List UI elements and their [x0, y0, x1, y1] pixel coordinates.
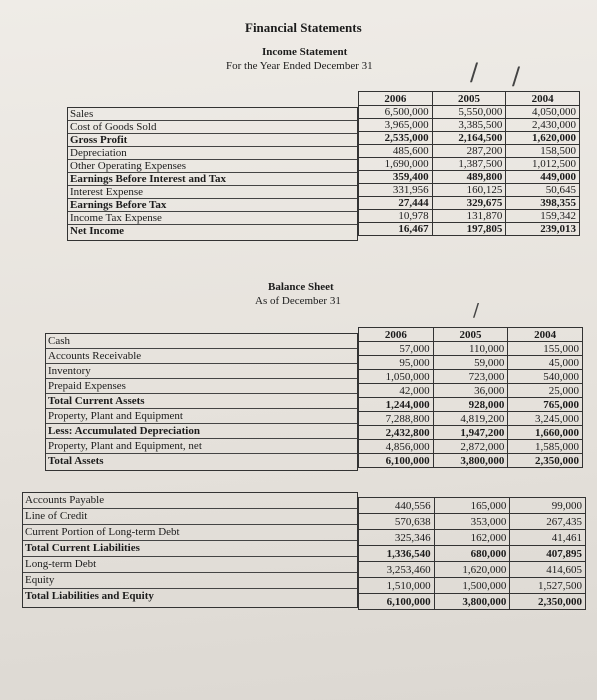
value-cell: 407,895 — [510, 546, 586, 562]
row-label: Earnings Before Tax — [68, 199, 357, 212]
value-cell: 331,956 — [359, 184, 433, 197]
year-header-row — [359, 328, 583, 342]
check-mark-icon: / — [473, 300, 480, 321]
liabilities-labels — [22, 492, 358, 608]
row-label: Inventory — [46, 364, 357, 379]
value-cell: 131,870 — [432, 210, 506, 223]
year-header: 2006 — [359, 328, 434, 342]
value-cell: 3,253,460 — [359, 562, 435, 578]
row-label: Depreciation — [68, 147, 357, 160]
value-cell: 158,500 — [506, 145, 580, 158]
value-cell: 1,050,000 — [359, 370, 434, 384]
value-cell: 159,342 — [506, 210, 580, 223]
table-row — [359, 132, 580, 145]
value-cell: 398,355 — [506, 197, 580, 210]
value-cell: 3,245,000 — [508, 412, 583, 426]
value-cell: 440,556 — [359, 498, 435, 514]
value-cell: 414,605 — [510, 562, 586, 578]
row-label: Income Tax Expense — [68, 212, 357, 225]
row-label: Equity — [23, 573, 357, 589]
table-row — [359, 454, 583, 468]
row-label: Total Liabilities and Equity — [25, 590, 154, 602]
value-cell: 6,100,000 — [359, 594, 435, 610]
row-label: Property, Plant and Equipment, net — [46, 439, 357, 454]
liabilities-values — [358, 497, 586, 610]
check-mark-icon: / — [470, 58, 479, 86]
value-cell: 570,638 — [359, 514, 435, 530]
year-header: 2004 — [506, 92, 580, 106]
check-mark-icon: / — [512, 62, 521, 90]
income-statement-period: For the Year Ended December 31 — [226, 60, 373, 72]
row-label: Current Portion of Long-term Debt — [23, 525, 357, 541]
year-header: 2005 — [432, 92, 506, 106]
value-cell: 3,385,500 — [432, 119, 506, 132]
row-label: Net Income — [70, 225, 125, 237]
value-cell: 6,500,000 — [359, 106, 433, 119]
value-cell: 1,527,500 — [510, 578, 586, 594]
value-cell: 110,000 — [433, 342, 508, 356]
value-cell: 239,013 — [506, 223, 580, 236]
value-cell: 449,000 — [506, 171, 580, 184]
table-row — [359, 119, 580, 132]
value-cell: 99,000 — [510, 498, 586, 514]
value-cell: 50,645 — [506, 184, 580, 197]
value-cell: 1,244,000 — [359, 398, 434, 412]
value-cell: 57,000 — [359, 342, 434, 356]
value-cell: 27,444 — [359, 197, 433, 210]
value-cell: 5,550,000 — [432, 106, 506, 119]
value-cell: 1,620,000 — [434, 562, 510, 578]
value-cell: 3,965,000 — [359, 119, 433, 132]
balance-sheet-period: As of December 31 — [255, 295, 341, 307]
table-row — [359, 223, 580, 236]
value-cell: 25,000 — [508, 384, 583, 398]
table-row — [359, 356, 583, 370]
income-statement-values — [358, 91, 580, 236]
value-cell: 1,690,000 — [359, 158, 433, 171]
value-cell: 165,000 — [434, 498, 510, 514]
value-cell: 45,000 — [508, 356, 583, 370]
year-header: 2004 — [508, 328, 583, 342]
value-cell: 7,288,800 — [359, 412, 434, 426]
value-cell: 3,800,000 — [433, 454, 508, 468]
year-header-row — [359, 92, 580, 106]
row-label: Cost of Goods Sold — [68, 121, 357, 134]
table-row — [359, 145, 580, 158]
income-statement-title: Income Statement — [262, 46, 348, 58]
table-row — [359, 514, 586, 530]
value-cell: 3,800,000 — [434, 594, 510, 610]
value-cell: 723,000 — [433, 370, 508, 384]
table-row — [359, 562, 586, 578]
row-label: Total Current Liabilities — [23, 541, 357, 557]
assets-labels — [45, 333, 358, 471]
table-row — [359, 210, 580, 223]
value-cell: 485,600 — [359, 145, 433, 158]
table-row — [359, 158, 580, 171]
value-cell: 155,000 — [508, 342, 583, 356]
table-row — [359, 398, 583, 412]
value-cell: 329,675 — [432, 197, 506, 210]
value-cell: 4,819,200 — [433, 412, 508, 426]
balance-sheet-title: Balance Sheet — [268, 281, 334, 293]
table-row — [359, 106, 580, 119]
value-cell: 353,000 — [434, 514, 510, 530]
row-label: Total Current Assets — [46, 394, 357, 409]
assets-values — [358, 327, 583, 468]
value-cell: 2,430,000 — [506, 119, 580, 132]
value-cell: 59,000 — [433, 356, 508, 370]
value-cell: 16,467 — [359, 223, 433, 236]
value-cell: 1,585,000 — [508, 440, 583, 454]
table-row — [359, 578, 586, 594]
value-cell: 162,000 — [434, 530, 510, 546]
row-label: Interest Expense — [68, 186, 357, 199]
row-label: Total Assets — [48, 455, 104, 467]
value-cell: 42,000 — [359, 384, 434, 398]
row-label: Gross Profit — [68, 134, 357, 147]
row-label: Line of Credit — [23, 509, 357, 525]
value-cell: 1,387,500 — [432, 158, 506, 171]
value-cell: 10,978 — [359, 210, 433, 223]
table-row — [359, 530, 586, 546]
table-row — [359, 426, 583, 440]
value-cell: 680,000 — [434, 546, 510, 562]
table-row — [359, 342, 583, 356]
table-row — [359, 498, 586, 514]
income-statement-labels — [67, 107, 358, 241]
row-label: Long-term Debt — [23, 557, 357, 573]
row-label: Prepaid Expenses — [46, 379, 357, 394]
value-cell: 267,435 — [510, 514, 586, 530]
year-header: 2006 — [359, 92, 433, 106]
value-cell: 325,346 — [359, 530, 435, 546]
row-label: Sales — [68, 108, 357, 121]
value-cell: 197,805 — [432, 223, 506, 236]
value-cell: 287,200 — [432, 145, 506, 158]
row-label: Accounts Receivable — [46, 349, 357, 364]
value-cell: 4,050,000 — [506, 106, 580, 119]
value-cell: 1,336,540 — [359, 546, 435, 562]
value-cell: 1,012,500 — [506, 158, 580, 171]
value-cell: 2,350,000 — [508, 454, 583, 468]
table-row — [359, 594, 586, 610]
table-row — [359, 384, 583, 398]
value-cell: 928,000 — [433, 398, 508, 412]
value-cell: 489,800 — [432, 171, 506, 184]
table-row — [359, 412, 583, 426]
table-row — [359, 370, 583, 384]
row-label: Earnings Before Interest and Tax — [68, 173, 357, 186]
table-row — [359, 440, 583, 454]
year-header: 2005 — [433, 328, 508, 342]
value-cell: 2,432,800 — [359, 426, 434, 440]
value-cell: 2,872,000 — [433, 440, 508, 454]
table-row — [359, 197, 580, 210]
value-cell: 36,000 — [433, 384, 508, 398]
value-cell: 1,510,000 — [359, 578, 435, 594]
table-row — [359, 546, 586, 562]
value-cell: 540,000 — [508, 370, 583, 384]
table-row — [359, 184, 580, 197]
value-cell: 765,000 — [508, 398, 583, 412]
value-cell: 160,125 — [432, 184, 506, 197]
value-cell: 95,000 — [359, 356, 434, 370]
value-cell: 2,535,000 — [359, 132, 433, 145]
value-cell: 1,947,200 — [433, 426, 508, 440]
document-title: Financial Statements — [245, 20, 362, 35]
value-cell: 359,400 — [359, 171, 433, 184]
row-label: Cash — [46, 334, 357, 349]
row-label: Accounts Payable — [23, 493, 357, 509]
value-cell: 41,461 — [510, 530, 586, 546]
value-cell: 1,620,000 — [506, 132, 580, 145]
value-cell: 1,500,000 — [434, 578, 510, 594]
value-cell: 4,856,000 — [359, 440, 434, 454]
row-label: Property, Plant and Equipment — [46, 409, 357, 424]
value-cell: 6,100,000 — [359, 454, 434, 468]
row-label: Less: Accumulated Depreciation — [46, 424, 357, 439]
value-cell: 1,660,000 — [508, 426, 583, 440]
value-cell: 2,164,500 — [432, 132, 506, 145]
row-label: Other Operating Expenses — [68, 160, 357, 173]
table-row — [359, 171, 580, 184]
value-cell: 2,350,000 — [510, 594, 586, 610]
